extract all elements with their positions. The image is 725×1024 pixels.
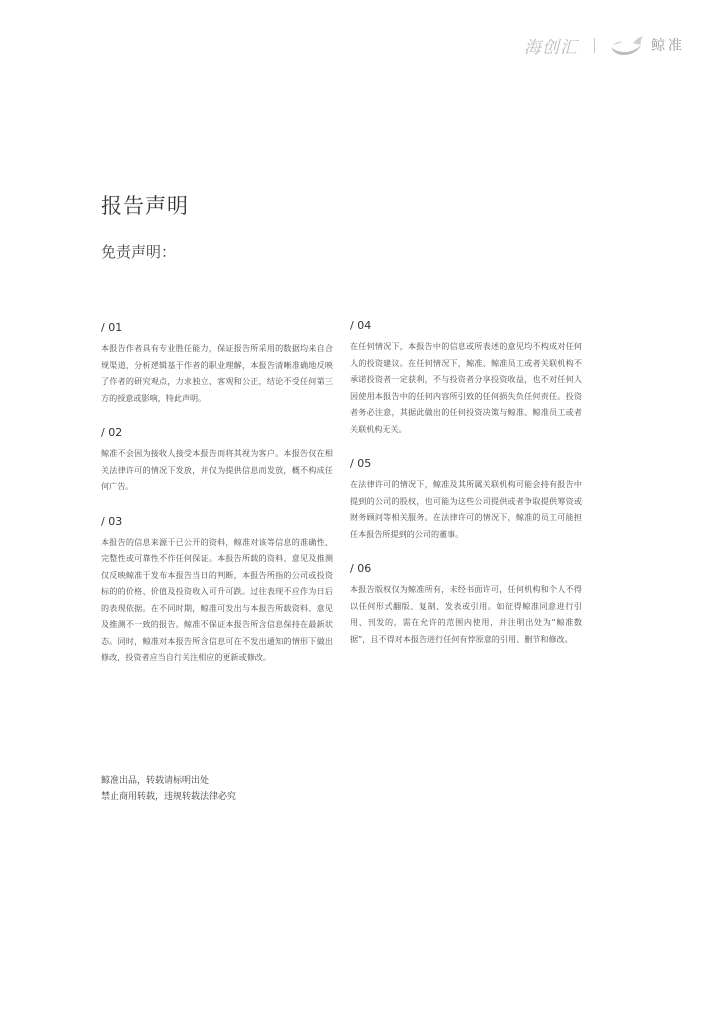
section-number: / 04 [350, 319, 372, 332]
section-number: / 03 [101, 514, 123, 528]
section-06 [350, 561, 582, 647]
section-03 [101, 514, 333, 666]
section-text: 在任何情况下，本报告中的信息或所表述的意见均不构成对任何人的投资建议。在任何情况下，鲸准、鲸准员工或者关联机构不承诺投资者一定获利，不与投资者分享投资收益，也不对任何人因使用本报告中的任何内容所引致的任何损失负任何责任。投资者务必注意，其据此做出的任何投资决策与鲸准、鲸准员工或者关联机构无关。 [350, 341, 582, 434]
section-text: 鲸准不会因为接收人接受本报告而将其视为客户。本报告仅在相关法律许可的情况下发放，并仅为提供信息而发放，概不构成任何广告。 [101, 448, 333, 491]
footer-line: 鲸准出品，转载请标明出处 [101, 776, 210, 786]
brand-header [524, 30, 685, 60]
whale-logo-icon [609, 33, 645, 57]
disclaimer-subtitle: 免责声明： [101, 243, 177, 261]
section-04 [350, 318, 582, 437]
section-text: 本报告作者具有专业胜任能力，保证报告所采用的数据均来自合规渠道，分析逻辑基于作者的职业理解，本报告清晰准确地反映了作者的研究观点，力求独立、客观和公正，结论不受任何第三方的授意或影响，特此声明。 [101, 343, 333, 403]
section-02 [101, 425, 333, 495]
right-column [350, 318, 582, 647]
section-number: / 05 [350, 457, 372, 470]
footer-line: 禁止商用转载，违规转载法律必究 [101, 792, 237, 802]
section-text: 本报告版权仅为鲸准所有，未经书面许可，任何机构和个人不得以任何形式翻版、复制、发表或引用。如征得鲸准同意进行引用、刊发的，需在允许的范围内使用，并注明出处为“鲸准数据”，且不得对本报告进行任何有悖原意的引用、删节和修改。 [350, 584, 582, 644]
section-text: 在法律许可的情况下，鲸准及其所属关联机构可能会持有报告中提到的公司的股权，也可能为这些公司提供或者争取提供筹资或财务顾问等相关服务。在法律许可的情况下，鲸准的员工可能担任本报告所提到的公司的董事。 [350, 479, 582, 539]
left-column [101, 320, 333, 666]
jingzhun-brand-name: 鲸准 [651, 38, 685, 54]
section-number: / 06 [350, 562, 372, 575]
section-number: / 01 [101, 321, 123, 334]
section-05 [350, 456, 582, 542]
footer-notice [101, 773, 236, 805]
haichuanghui-logo-text: 海创汇 [524, 37, 578, 58]
section-number: / 02 [101, 426, 123, 439]
section-01 [101, 320, 333, 406]
section-text: 本报告的信息来源于已公开的资料，鲸准对该等信息的准确性、完整性或可靠性不作任何保证。本报告所载的资料、意见及推测仅反映鲸准于发布本报告当日的判断，本报告所指的公司或投资标的的价格、价值及投资收入可升可跌。过往表现不应作为日后的表现依据。在不同时期，鲸准可发出与本报告所载资料、意见及推测不一致的报告。鲸准不保证本报告所含信息保持在最新状态。同时，鲸准对本报告所含信息可在不发出通知的情形下做出修改，投资者应当自行关注相应的更新或修改。 [101, 536, 333, 662]
brand-divider [594, 38, 595, 53]
page-title: 报告声明 [101, 194, 189, 218]
